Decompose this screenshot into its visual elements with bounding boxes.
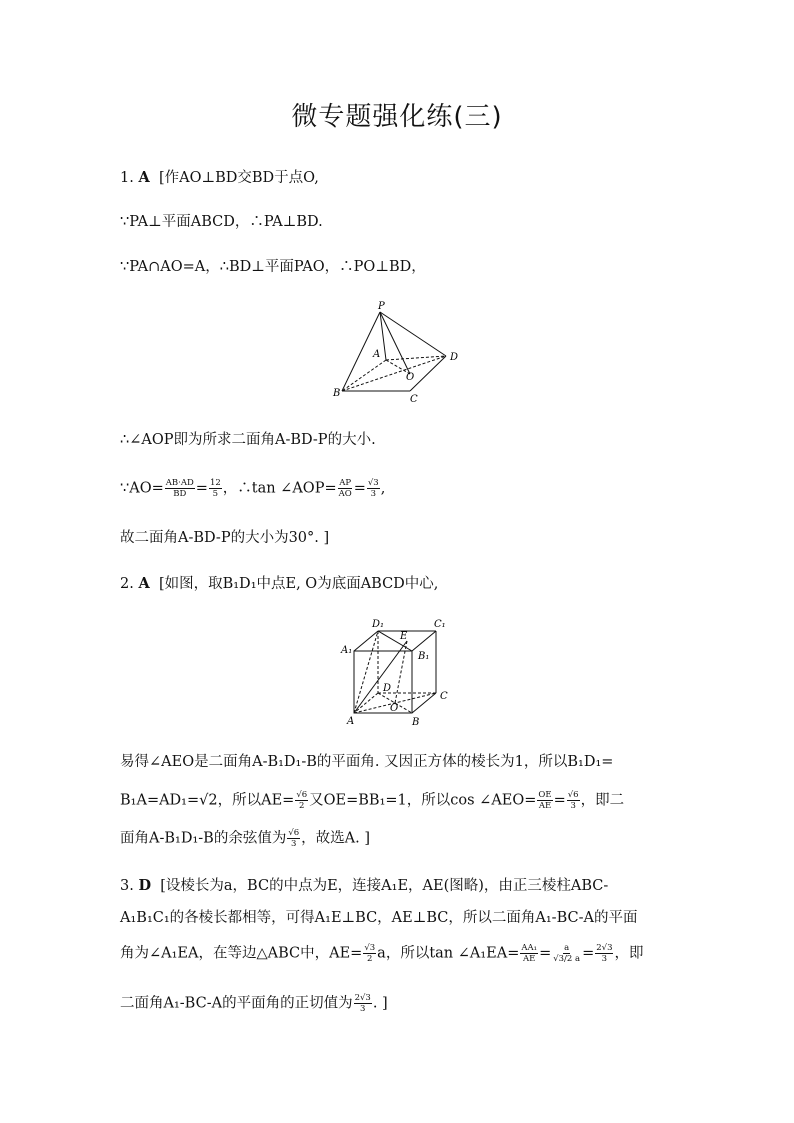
numerator: AP — [339, 478, 352, 488]
cube-figure — [338, 615, 458, 731]
q3-line3-text-c: ，即 — [614, 945, 644, 962]
fig1-label-c: C — [410, 394, 418, 405]
fig2-label-c1: C₁ — [434, 619, 446, 630]
fig2-label-e: E — [400, 631, 408, 642]
fig2-label-c: C — [440, 691, 448, 702]
fraction — [295, 790, 308, 811]
q1-line-2: ∵PA⊥平面ABCD，∴PA⊥BD. — [120, 214, 323, 230]
fig2-label-d: D — [383, 683, 392, 694]
q2-answer: A — [138, 575, 150, 592]
q2-line3-text-c: ，即二 — [580, 792, 625, 809]
q2-line4-text-b: ，故选A. ] — [301, 830, 371, 847]
q1-line-1 — [120, 168, 319, 188]
q3-line-4 — [120, 993, 388, 1014]
page-title: 微专题强化练(三) — [291, 102, 503, 132]
q1-answer: A — [138, 169, 150, 186]
fraction — [567, 790, 580, 811]
fraction — [354, 993, 372, 1014]
fig1-label-a: A — [373, 349, 381, 360]
denominator: 3 — [291, 839, 297, 849]
fig1-label-o: O — [406, 372, 415, 383]
fraction — [552, 943, 581, 964]
numerator: √6 — [296, 790, 308, 800]
numerator: 2√3 — [596, 943, 613, 953]
q1-line5-text-b: ，∴tan ∠AOP= — [222, 480, 337, 497]
fig2-label-b: B — [412, 717, 420, 728]
numerator: 2√3 — [354, 993, 371, 1003]
q1-text-1: [作AO⊥BD交BD于点O, — [158, 170, 319, 186]
numerator: √6 — [567, 790, 579, 800]
fraction — [367, 478, 380, 499]
denominator: AE — [538, 801, 552, 811]
q3-line-2: A₁B₁C₁的各棱长都相等，可得A₁E⊥BC，AE⊥BC，所以二面角A₁-BC-A的平面 — [120, 910, 638, 926]
fraction — [338, 478, 353, 499]
q2-line-3: B₁A=AD₁=√2，所以AE= $\frac{√6}{2}$ 又OE=BB₁=1，所以cos ∠AEO= $\frac{OE}{AE}$ = $\frac{√6}{3}$ ，即二 — [120, 790, 625, 811]
numerator: a — [564, 943, 570, 953]
fraction — [363, 943, 376, 964]
fig1-label-d: D — [450, 352, 459, 363]
q2-line-1 — [120, 574, 438, 594]
q1-line-5: ∵AO= $\frac{AB\cdot AD}{BD}$ = $\frac{12}{5}$ ，∴tan ∠AOP= $\frac{AP}{AO}$ = $\frac{√3}{3}$ , — [120, 478, 386, 499]
denominator: 2 — [299, 801, 305, 811]
q1-line-6: 故二面角A-BD-P的大小为30°. ] — [120, 530, 330, 546]
q3-line4-text-b: . ] — [372, 995, 388, 1012]
fraction — [595, 943, 613, 964]
fig2-label-d1: D₁ — [372, 619, 385, 630]
equals-sign: = — [195, 480, 208, 497]
q3-line3-text-b: a，所以tan ∠A₁EA= — [377, 945, 520, 962]
fig1-label-b: B — [333, 388, 341, 399]
numerator: √3 — [364, 943, 376, 953]
fraction — [209, 478, 222, 499]
denominator: AO — [338, 489, 352, 499]
denominator: √3/2 a — [553, 954, 581, 964]
fig2-label-b1: B₁ — [418, 651, 430, 662]
q2-line-4 — [120, 828, 370, 849]
denominator: BD — [173, 489, 187, 499]
q2-line-2: 易得∠AEO是二面角A-B₁D₁-B的平面角. 又因正方体的棱长为1，所以B₁D₁= — [120, 754, 614, 770]
fraction — [537, 790, 552, 811]
q3-text-1: [设棱长为a，BC的中点为E，连接A₁E，AE(图略)，由正三棱柱ABC- — [160, 878, 609, 894]
fig2-label-o: O — [390, 703, 399, 714]
numerator: √6 — [288, 828, 300, 838]
q2-line4-text-a: 面角A-B₁D₁-B的余弦值为 — [120, 830, 287, 847]
q2-line3-text-a: B₁A=AD₁=√2，所以AE= — [120, 792, 295, 809]
fraction — [520, 943, 538, 964]
q3-line4-text-a: 二面角A₁-BC-A的平面角的正切值为 — [120, 995, 353, 1012]
pyramid-figure — [330, 298, 470, 406]
q3-line-1 — [120, 876, 608, 896]
denominator: 2 — [367, 954, 373, 964]
q3-answer: D — [138, 877, 152, 894]
q1-number: 1. — [120, 170, 134, 186]
denominator: 3 — [359, 1004, 366, 1014]
denominator: 5 — [212, 489, 219, 499]
q2-number: 2. — [120, 576, 134, 592]
numerator: OE — [538, 790, 552, 800]
q2-line3-text-b: 又OE=BB₁=1，所以cos ∠AEO= — [309, 792, 537, 809]
denominator: 3 — [570, 801, 576, 811]
denominator: 3 — [370, 489, 376, 499]
numerator: √3 — [367, 478, 379, 488]
q3-line-3: 角为∠A₁EA，在等边△ABC中，AE= $\frac{√3}{2}$ a，所以tan ∠A₁EA= $\frac{\text{AA₁}}{AE}$ = $\frac{a}{√3/2 a}$ = $\frac{2√3}{3}$ ，即 — [120, 943, 644, 964]
q1-line-4: ∴∠AOP即为所求二面角A-BD-P的大小. — [120, 432, 376, 448]
fig2-label-a: A — [347, 716, 355, 727]
numerator: 12 — [209, 478, 221, 488]
numerator: AB·AD — [165, 478, 194, 488]
q1-line5-text-a: ∵AO= — [120, 480, 164, 497]
numerator: AA₁ — [521, 943, 538, 953]
q3-number: 3. — [120, 878, 134, 894]
q2-text-1: [如图，取B₁D₁中点E, O为底面ABCD中心, — [158, 576, 439, 592]
fraction — [165, 478, 195, 499]
denominator: AE — [523, 954, 536, 964]
equals-sign: = — [353, 480, 366, 497]
fraction — [287, 828, 300, 849]
q1-line-3: ∵PA∩AO=A，∴BD⊥平面PAO，∴PO⊥BD， — [120, 259, 426, 275]
denominator: 3 — [601, 954, 608, 964]
q3-line3-text-a: 角为∠A₁EA，在等边△ABC中，AE= — [120, 945, 363, 962]
fig1-label-p: P — [378, 301, 385, 312]
fig2-label-a1: A₁ — [341, 645, 353, 656]
